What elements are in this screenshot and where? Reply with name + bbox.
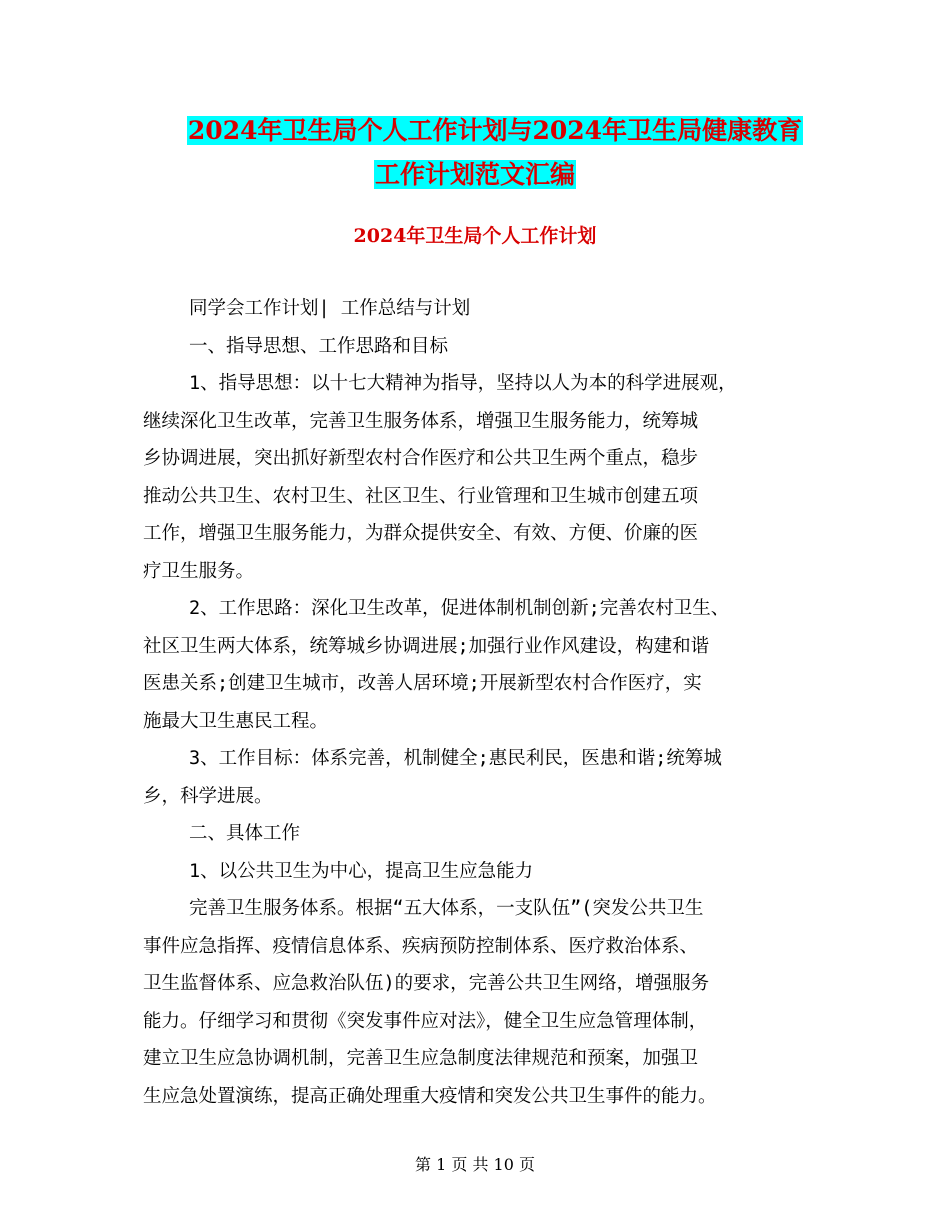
title-highlight-1: 2024年卫生局个人工作计划与2024年卫生局健康教育 (187, 116, 803, 145)
body-line: 完善卫生服务体系。根据“五大体系，一支队伍”(突发公共卫生 (189, 898, 704, 919)
title-highlight-2: 工作计划范文汇编 (374, 160, 575, 189)
body-line: 一、指导思想、工作思路和目标 (189, 335, 449, 357)
body-line: 建立卫生应急协调机制，完善卫生应急制度法律规范和预案，加强卫 (143, 1048, 699, 1069)
body-line: 乡，科学进展。 (143, 785, 273, 807)
section-title: 2024年卫生局个人工作计划 (353, 225, 597, 247)
body-line: 生应急处置演练，提高正确处理重大疫情和突发公共卫生事件的能力。 (143, 1085, 717, 1107)
body-line: 卫生监督体系、应急救治队伍)的要求，完善公共卫生网络，增强服务 (143, 973, 710, 994)
body-line: 疗卫生服务。 (143, 560, 255, 582)
body-text (143, 290, 823, 1115)
body-line: 乡协调进展，突出抓好新型农村合作医疗和公共卫生两个重点，稳步 (143, 448, 699, 469)
body-line: 推动公共卫生、农村卫生、社区卫生、行业管理和卫生城市创建五项 (143, 485, 699, 507)
body-line: 二、具体工作 (189, 823, 301, 844)
body-line: 医患关系;创建卫生城市，改善人居环境;开展新型农村合作医疗，实 (143, 673, 702, 694)
body-line: 继续深化卫生改革，完善卫生服务体系，增强卫生服务能力，统筹城 (143, 410, 699, 432)
page-footer: 第 1 页 共 10 页 (415, 1155, 535, 1174)
body-line: 事件应急指挥、疫情信息体系、疾病预防控制体系、医疗救治体系、 (143, 935, 699, 957)
body-line: 1、指导思想：以十七大精神为指导，坚持以人为本的科学进展观， (189, 373, 737, 394)
body-line: 工作，增强卫生服务能力，为群众提供安全、有效、方便、价廉的医 (143, 523, 699, 544)
body-line: 2、工作思路：深化卫生改革，促进体制机制创新;完善农村卫生、 (189, 598, 730, 619)
body-line: 3、工作目标：体系完善，机制健全;惠民利民，医患和谐;统筹城 (189, 748, 722, 769)
document-title-line-1 (20, 110, 950, 152)
body-line: 同学会工作计划| 工作总结与计划 (189, 298, 471, 319)
body-line: 能力。仔细学习和贯彻《突发事件应对法》，健全卫生应急管理体制， (143, 1010, 708, 1032)
document-title-line-2 (0, 154, 950, 196)
body-line: 施最大卫生惠民工程。 (143, 710, 329, 732)
body-line: 社区卫生两大体系，统筹城乡协调进展;加强行业作风建设，构建和谐 (143, 635, 710, 657)
body-line: 1、以公共卫生为中心，提高卫生应急能力 (189, 860, 534, 882)
